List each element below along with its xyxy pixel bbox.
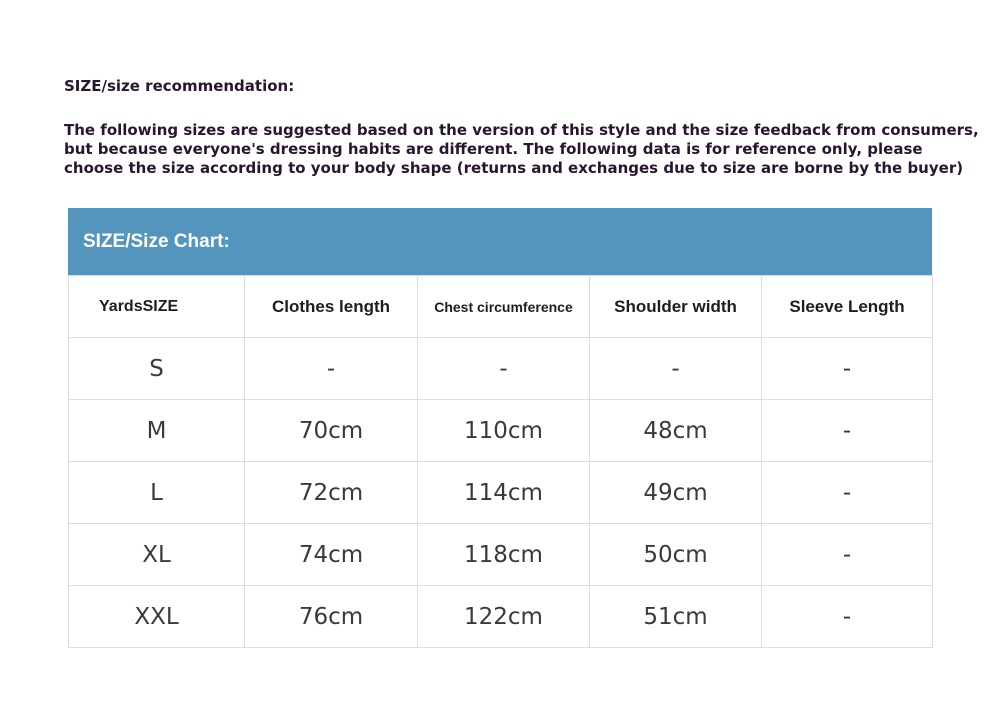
- sleeve-cell: -: [762, 586, 933, 648]
- size-chart-header: [68, 208, 932, 275]
- column-header-shoulder: Shoulder width: [590, 276, 762, 338]
- size-cell: XL: [69, 524, 245, 586]
- chest-cell: 122cm: [418, 586, 590, 648]
- table-row: [69, 400, 933, 462]
- size-cell: M: [69, 400, 245, 462]
- chest-cell: 110cm: [418, 400, 590, 462]
- sleeve-cell: -: [762, 524, 933, 586]
- clothes-length-cell: 76cm: [245, 586, 418, 648]
- table-row: [69, 524, 933, 586]
- size-notice: [64, 121, 979, 178]
- size-chart: [68, 208, 932, 647]
- shoulder-cell: 50cm: [590, 524, 762, 586]
- size-recommendation-title: SIZE/size recommendation:: [64, 77, 295, 95]
- table-row: [69, 586, 933, 648]
- chest-cell: 114cm: [418, 462, 590, 524]
- table-row: [69, 462, 933, 524]
- table-row: [69, 338, 933, 400]
- size-chart-title: SIZE/Size Chart:: [83, 230, 230, 252]
- column-header-size: YardsSIZE: [69, 276, 245, 338]
- notice-line: The following sizes are suggested based on the version of this style and the size feedback from consumers,: [64, 121, 979, 139]
- shoulder-cell: -: [590, 338, 762, 400]
- sleeve-cell: -: [762, 462, 933, 524]
- size-cell: L: [69, 462, 245, 524]
- chest-cell: 118cm: [418, 524, 590, 586]
- clothes-length-cell: 74cm: [245, 524, 418, 586]
- column-header-sleeve: Sleeve Length: [762, 276, 933, 338]
- size-table: [68, 275, 933, 648]
- notice-line: but because everyone's dressing habits are different. The following data is for reference only, please: [64, 140, 923, 158]
- sleeve-cell: -: [762, 338, 933, 400]
- clothes-length-cell: -: [245, 338, 418, 400]
- column-header-clothes-length: Clothes length: [245, 276, 418, 338]
- chest-cell: -: [418, 338, 590, 400]
- clothes-length-cell: 72cm: [245, 462, 418, 524]
- table-header-row: [69, 276, 933, 338]
- shoulder-cell: 49cm: [590, 462, 762, 524]
- sleeve-cell: -: [762, 400, 933, 462]
- column-header-chest: Chest circumference: [418, 276, 590, 338]
- shoulder-cell: 48cm: [590, 400, 762, 462]
- shoulder-cell: 51cm: [590, 586, 762, 648]
- notice-line: choose the size according to your body shape (returns and exchanges due to size are borne by the buyer): [64, 159, 964, 177]
- size-cell: XXL: [69, 586, 245, 648]
- clothes-length-cell: 70cm: [245, 400, 418, 462]
- size-cell: S: [69, 338, 245, 400]
